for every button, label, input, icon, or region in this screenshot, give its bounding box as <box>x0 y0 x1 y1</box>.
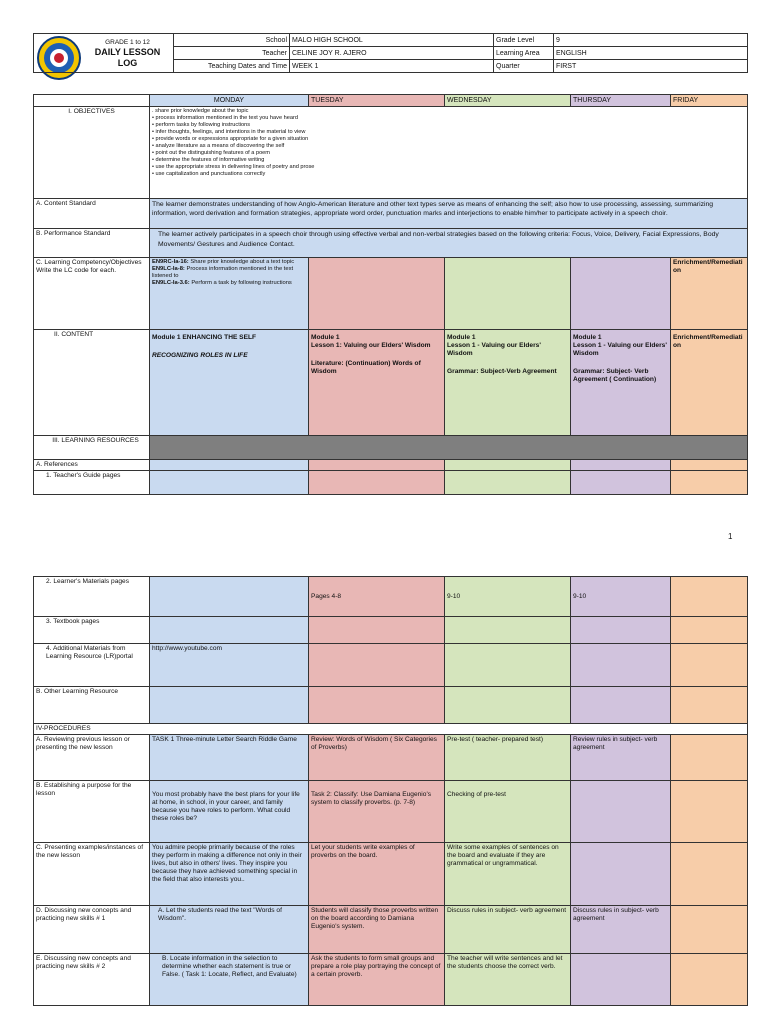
title-block <box>34 34 174 73</box>
additional-materials-label: 4. Additional Materials from Learning Resource (LR)portal <box>34 644 150 687</box>
monday-module: Module 1 ENHANCING THE SELF <box>152 334 257 341</box>
objective-item: • determine the features of informative writing <box>152 157 265 163</box>
content-thursday <box>571 330 671 436</box>
day-header-thursday: THURSDAY <box>571 95 671 107</box>
lc-text: Share prior knowledge about a text topic <box>188 259 295 265</box>
objective-item: • analyze literature as a means of discovering the self <box>152 143 285 149</box>
thursday-module: Module 1 <box>573 334 602 341</box>
learning-area-value: ENGLISH <box>554 47 748 60</box>
additional-monday-link[interactable]: http://www.youtube.com <box>150 644 309 687</box>
competency-monday <box>150 258 309 330</box>
lc-code: EN9LC-Ia-3.6: <box>152 280 190 286</box>
procedure-e-wednesday: The teacher will write sentences and let the students choose the correct verb. <box>445 954 571 1006</box>
lm-wednesday: 9-10 <box>445 577 571 617</box>
teacher-value: CELINE JOY R. AJERO <box>290 47 494 60</box>
title-line2: LOG <box>117 57 138 68</box>
lesson-log-table-page2 <box>33 576 748 1006</box>
procedure-b-wednesday: Checking of pre-test <box>445 781 571 843</box>
procedure-a-label: A. Reviewing previous lesson or presenting the new lesson <box>34 735 150 781</box>
objective-item: • use the appropriate stress in delivering lines of poetry and prose <box>152 164 315 170</box>
objectives-list <box>150 107 748 199</box>
header-table <box>33 33 748 73</box>
procedures-label: IV-PROCEDURES <box>34 724 748 735</box>
grade-range: GRADE 1 to 12 <box>105 38 150 46</box>
competency-friday: Enrichment/Remediation <box>671 258 748 330</box>
textbook-label: 3. Textbook pages <box>34 617 150 644</box>
day-header-monday: MONDAY <box>150 95 309 107</box>
procedure-c-monday: You admire people primarily because of the roles they perform in making a difference not only in their lives, but also in others' lives. They inspire you because they have achieved something special in the field that also interests you.. <box>150 843 309 906</box>
lm-tuesday: Pages 4-8 <box>309 577 445 617</box>
grade-level-label: Grade Level <box>494 34 554 47</box>
content-friday: Enrichment/Remediation <box>671 330 748 436</box>
procedure-d-label: D. Discussing new concepts and practicing new skills # 1 <box>34 906 150 954</box>
procedure-d-wednesday: Discuss rules in subject- verb agreement <box>445 906 571 954</box>
dates-value: WEEK 1 <box>290 60 494 73</box>
school-value: MALO HIGH SCHOOL <box>290 34 494 47</box>
competency-label: C. Learning Competency/Objectives Write the LC code for each. <box>34 258 150 330</box>
content-standard-text: The learner demonstrates understanding of how Anglo-American literature and other text types serve as means of enhancing the self; also how to use processing, assessing, summarizing information, word derivation and formation strategies, appropriate word order, punctuation marks and interjections to enable him/her to participate actively in a speech choir. <box>150 199 748 229</box>
tuesday-module: Module 1 <box>311 334 340 341</box>
lc-text: Process information mentioned in the text listened to <box>152 266 294 279</box>
references-label: A. References <box>34 460 150 471</box>
content-label: II. CONTENT <box>34 330 150 436</box>
objectives-label: I. OBJECTIVES <box>34 107 150 199</box>
title-line1: DAILY LESSON <box>94 46 161 57</box>
procedure-a-tuesday: Review: Words of Wisdom ( Six Categories of Proverbs) <box>309 735 445 781</box>
page-number: 1 <box>728 532 733 541</box>
procedure-a-thursday: Review rules in subject- verb agreement <box>571 735 671 781</box>
objective-item: • use capitalization and punctuations correctly <box>152 171 266 177</box>
lc-code: EN9LC-Ia-8: <box>152 266 185 272</box>
wednesday-module: Module 1 <box>447 334 476 341</box>
day-header-tuesday: TUESDAY <box>309 95 445 107</box>
grade-level-value: 9 <box>554 34 748 47</box>
learning-resources-label: III. LEARNING RESOURCES <box>34 436 150 460</box>
lc-text: Perform a task by following instructions <box>189 280 292 286</box>
content-tuesday <box>309 330 445 436</box>
procedure-c-label: C. Presenting examples/instances of the new lesson <box>34 843 150 906</box>
monday-topic: RECOGNIZING ROLES IN LIFE <box>152 352 248 359</box>
procedure-c-wednesday: Write some examples of sentences on the board and evaluate if they are grammatical or ungrammatical. <box>445 843 571 906</box>
procedure-e-tuesday: Ask the students to form small groups and prepare a role play portraying the concept of a certain proverb. <box>309 954 445 1006</box>
procedure-d-tuesday: Students will classify those proverbs written on the board according to Damiana Eugenio's system. <box>309 906 445 954</box>
lesson-log-table-page1 <box>33 94 748 495</box>
procedure-c-tuesday: Let your students write examples of proverbs on the board. <box>309 843 445 906</box>
quarter-label: Quarter <box>494 60 554 73</box>
procedure-e-monday: B. Locate information in the selection to determine whether each statement is true or False. ( Task 1: Locate, Reflect, and Evaluate) <box>150 954 309 1006</box>
performance-standard-text: The learner actively participates in a speech choir through using effective verbal and non-verbal strategies based on the following criteria: Focus, Voice, Delivery, Facial Expressions, Body Movements/ Gestures and Audience Contact. <box>150 229 748 258</box>
procedure-b-monday: You most probably have the best plans for your life at home, in school, in your career, and family because you have roles to perform. What could these roles be? <box>150 781 309 843</box>
learning-area-label: Learning Area <box>494 47 554 60</box>
school-label: School <box>174 34 290 47</box>
objective-item: . share prior knowledge about the topic <box>152 108 249 114</box>
objective-item: • perform tasks by following instructions <box>152 122 251 128</box>
content-monday <box>150 330 309 436</box>
objective-item: • infer thoughts, feelings, and intentions in the material to view <box>152 129 306 135</box>
day-header-friday: FRIDAY <box>671 95 748 107</box>
wednesday-lesson: Lesson 1 - Valuing our Elders' Wisdom <box>447 342 541 357</box>
procedure-b-tuesday: Task 2: Classify: Use Damiana Eugenio's system to classify proverbs. (p. 7-8) <box>309 781 445 843</box>
procedure-a-monday: TASK 1 Three-minute Letter Search Riddle Game <box>150 735 309 781</box>
day-header-wednesday: WEDNESDAY <box>445 95 571 107</box>
lm-thursday: 9-10 <box>571 577 671 617</box>
performance-standard-label: B. Performance Standard <box>34 229 150 258</box>
procedure-d-monday: A. Let the students read the text "Words of Wisdom". <box>150 906 309 954</box>
thursday-lesson: Lesson 1 - Valuing our Elders' Wisdom <box>573 342 667 357</box>
wednesday-grammar: Grammar: Subject-Verb Agreement <box>447 368 557 375</box>
other-resource-label: B. Other Learning Resource <box>34 687 150 724</box>
thursday-grammar: Grammar: Subject- Verb Agreement ( Continuation) <box>573 368 657 383</box>
objective-item: • provide words or expressions appropriate for a given situation <box>152 136 309 142</box>
tuesday-lesson: Lesson 1: Valuing our Elders' Wisdom <box>311 342 431 349</box>
procedure-a-wednesday: Pre-test ( teacher- prepared test) <box>445 735 571 781</box>
lc-code: EN9RC-Ia-16: <box>152 259 189 265</box>
teachers-guide-label: 1. Teacher's Guide pages <box>34 471 150 495</box>
learners-materials-label: 2. Learner's Materials pages <box>34 577 150 617</box>
procedure-e-label: E. Discussing new concepts and practicing new skills # 2 <box>34 954 150 1006</box>
procedure-d-thursday: Discuss rules in subject- verb agreement <box>571 906 671 954</box>
tuesday-literature: Literature: (Continuation) Words of Wisdom <box>311 360 421 375</box>
quarter-value: FIRST <box>554 60 748 73</box>
content-standard-label: A. Content Standard <box>34 199 150 229</box>
dates-label: Teaching Dates and Time <box>174 60 290 73</box>
content-wednesday <box>445 330 571 436</box>
procedure-b-label: B. Establishing a purpose for the lesson <box>34 781 150 843</box>
teacher-label: Teacher <box>174 47 290 60</box>
objective-item: • point out the distinguishing features of a poem <box>152 150 270 156</box>
objective-item: • process information mentioned in the text you have heard <box>152 115 298 121</box>
